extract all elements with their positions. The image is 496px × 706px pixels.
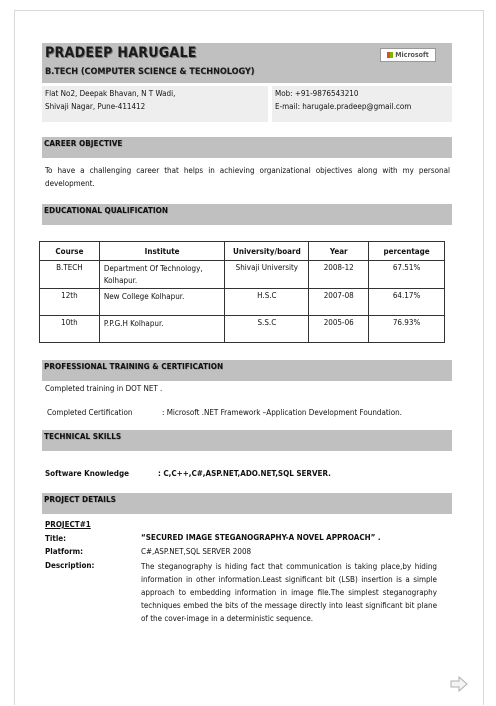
section-education — [42, 204, 452, 225]
year-cell: 2005-06 — [309, 316, 369, 343]
percentage-cell: 67.51% — [369, 261, 445, 289]
career-objective-text: To have a challenging career that helps in achieving organizational objectives along with my personal development. — [45, 166, 450, 188]
project-platform-value: C#,ASP.NET,SQL SERVER 2008 — [141, 547, 252, 556]
section-technical-skills — [42, 430, 452, 451]
section-training — [42, 360, 452, 381]
column-header: Course — [40, 242, 100, 261]
education-table — [39, 241, 445, 343]
project-heading: PROJECT#1 — [45, 520, 91, 529]
section-title: CAREER OBJECTIVE — [44, 139, 123, 148]
section-career-objective — [42, 137, 452, 158]
institute-line: Kolhapur. — [103, 276, 138, 285]
column-header: Year — [309, 242, 369, 261]
course-cell: 10th — [40, 316, 100, 343]
certification-label: Completed Certification — [47, 408, 133, 417]
institute-line: Department Of Technology, — [103, 264, 203, 273]
candidate-degree: B.TECH (COMPUTER SCIENCE & TECHNOLOGY) — [45, 67, 255, 77]
percentage-cell: 76.93% — [369, 316, 445, 343]
contact-block — [272, 86, 452, 122]
section-project-details — [42, 493, 452, 514]
table-row — [40, 261, 445, 289]
windows-logo-icon — [387, 52, 393, 58]
candidate-name: PRADEEP HARUGALE — [45, 45, 197, 61]
skills-label: Software Knowledge — [45, 469, 129, 478]
table-row — [40, 316, 445, 343]
skills-value: : C,C++,C#,ASP.NET,ADO.NET,SQL SERVER. — [158, 469, 331, 478]
resume-header — [42, 43, 452, 83]
project-description-label: Description: — [45, 561, 95, 570]
year-cell: 2007-08 — [309, 289, 369, 316]
board-cell: H.S.C — [225, 289, 309, 316]
logo-text: Microsoft — [395, 51, 429, 59]
address-line-1: Flat No2, Deepak Bhavan, N T Wadi, — [45, 89, 176, 98]
arrow-right-icon[interactable] — [449, 675, 469, 693]
project-description-value: The steganography is hiding fact that communication is taking place,by hiding information in other information.Least significant bit (LSB) insertion is a simple approach to embedding information in image file.The simplest steganography techniques embed the bits of the message directly into least significant bit plane of the cover-image in a deterministic sequence. — [141, 562, 437, 623]
board-cell: Shivaji University — [225, 261, 309, 289]
address-block — [42, 86, 268, 122]
column-header: University/board — [225, 242, 309, 261]
course-cell: 12th — [40, 289, 100, 316]
section-title: TECHNICAL SKILLS — [44, 432, 122, 441]
section-title: PROJECT DETAILS — [44, 495, 116, 504]
section-title: PROFESSIONAL TRAINING & CERTIFICATION — [44, 362, 224, 371]
training-line: Completed training in DOT NET . — [45, 384, 163, 393]
column-header: Institute — [99, 242, 225, 261]
year-cell: 2008-12 — [309, 261, 369, 289]
table-row — [40, 289, 445, 316]
column-header: percentage — [369, 242, 445, 261]
address-line-2: Shivaji Nagar, Pune-411412 — [45, 102, 146, 111]
institute-cell: New College Kolhapur. — [99, 289, 225, 316]
section-title: EDUCATIONAL QUALIFICATION — [44, 206, 168, 215]
certification-value: : Microsoft .NET Framework –Application Development Foundation. — [162, 408, 402, 417]
percentage-cell: 64.17% — [369, 289, 445, 316]
table-header-row — [40, 242, 445, 261]
institute-cell: P.P.G.H Kolhapur. — [99, 316, 225, 343]
microsoft-logo — [380, 48, 436, 62]
email-address[interactable]: E-mail: harugale.pradeep@gmail.com — [275, 102, 412, 111]
project-title-value: “SECURED IMAGE STEGANOGRAPHY-A NOVEL APPROACH” . — [141, 533, 381, 542]
board-cell: S.S.C — [225, 316, 309, 343]
project-platform-label: Platform: — [45, 547, 84, 556]
institute-cell — [99, 261, 225, 289]
course-cell: B.TECH — [40, 261, 100, 289]
mobile-number: Mob: +91-9876543210 — [275, 89, 359, 98]
project-title-label: Title: — [45, 534, 67, 543]
